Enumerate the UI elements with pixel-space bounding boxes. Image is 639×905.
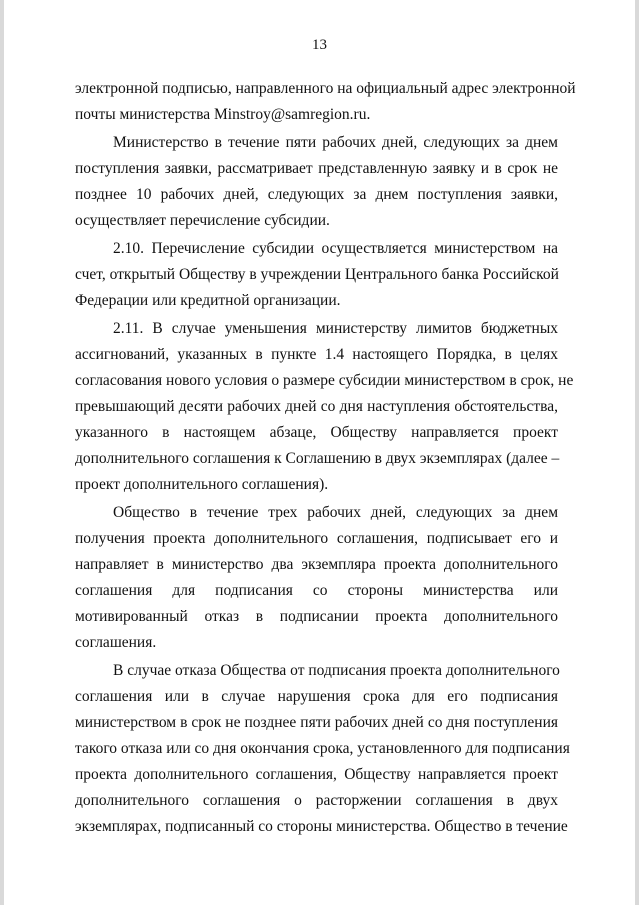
text-line: поступления заявки, рассматривает представленную заявку и в срок не <box>75 160 558 177</box>
text-line: мотивированный отказ в подписании проекта дополнительного <box>75 608 558 625</box>
text-line: осуществляет перечисление субсидии. <box>75 212 330 229</box>
text-line: Федерации или кредитной организации. <box>75 292 341 309</box>
page-left-edge <box>0 0 4 905</box>
text-line: счет, открытый Обществу в учреждении Центрального банка Российской <box>75 266 559 283</box>
text-line: позднее 10 рабочих дней, следующих за днем поступления заявки, <box>75 186 558 203</box>
text-line: министерством в срок не позднее пяти рабочих дней со дня поступления <box>75 714 558 731</box>
text-line: дополнительного соглашения о расторжении соглашения в двух <box>75 792 558 809</box>
text-line: почты министерства Minstroy@samregion.ru. <box>75 106 371 123</box>
page-right-edge <box>635 0 639 905</box>
paragraph-2-11 <box>75 316 574 498</box>
text-line: соглашения или в случае нарушения срока для его подписания <box>75 688 558 705</box>
text-line: соглашения для подписания со стороны министерства или <box>75 582 558 599</box>
text-line: превышающий десяти рабочих дней со дня наступления обстоятельства, <box>75 398 558 415</box>
text-line: ассигнований, указанных в пункте 1.4 настоящего Порядка, в целях <box>75 346 558 363</box>
text-line: проект дополнительного соглашения). <box>75 476 329 493</box>
text-line: указанного в настоящем абзаце, Обществу направляется проект <box>75 424 558 441</box>
text-line: В случае отказа Общества от подписания проекта дополнительного <box>113 662 560 679</box>
text-line: соглашения. <box>75 634 157 651</box>
text-line: такого отказа или со дня окончания срока, установленного для подписания <box>75 740 570 757</box>
paragraph-company-signing <box>75 500 558 656</box>
text-line: проекта дополнительного соглашения, Обществу направляется проект <box>75 766 558 783</box>
text-line: 2.10. Перечисление субсидии осуществляется министерством на <box>113 240 558 257</box>
text-line: электронной подписью, направленного на официальный адрес электронной <box>75 80 576 97</box>
paragraph-ministry-review <box>75 130 558 234</box>
text-line: получения проекта дополнительного соглашения, подписывает его и <box>75 530 558 547</box>
text-line: Министерство в течение пяти рабочих дней, следующих за днем <box>113 134 558 151</box>
page-number: 13 <box>312 37 327 53</box>
text-line: 2.11. В случае уменьшения министерству лимитов бюджетных <box>113 320 558 337</box>
document-body <box>75 76 576 842</box>
text-line: дополнительного соглашения к Соглашению в двух экземплярах (далее – <box>75 450 560 467</box>
text-line: согласования нового условия о размере субсидии министерством в срок, не <box>75 372 574 389</box>
paragraph-refusal <box>75 658 570 840</box>
paragraph-2-10 <box>75 236 558 314</box>
paragraph-continuation <box>75 76 576 128</box>
text-line: Общество в течение трех рабочих дней, следующих за днем <box>113 504 558 521</box>
text-line: направляет в министерство два экземпляра проекта дополнительного <box>75 556 558 573</box>
text-line: экземплярах, подписанный со стороны министерства. Общество в течение <box>75 818 568 835</box>
